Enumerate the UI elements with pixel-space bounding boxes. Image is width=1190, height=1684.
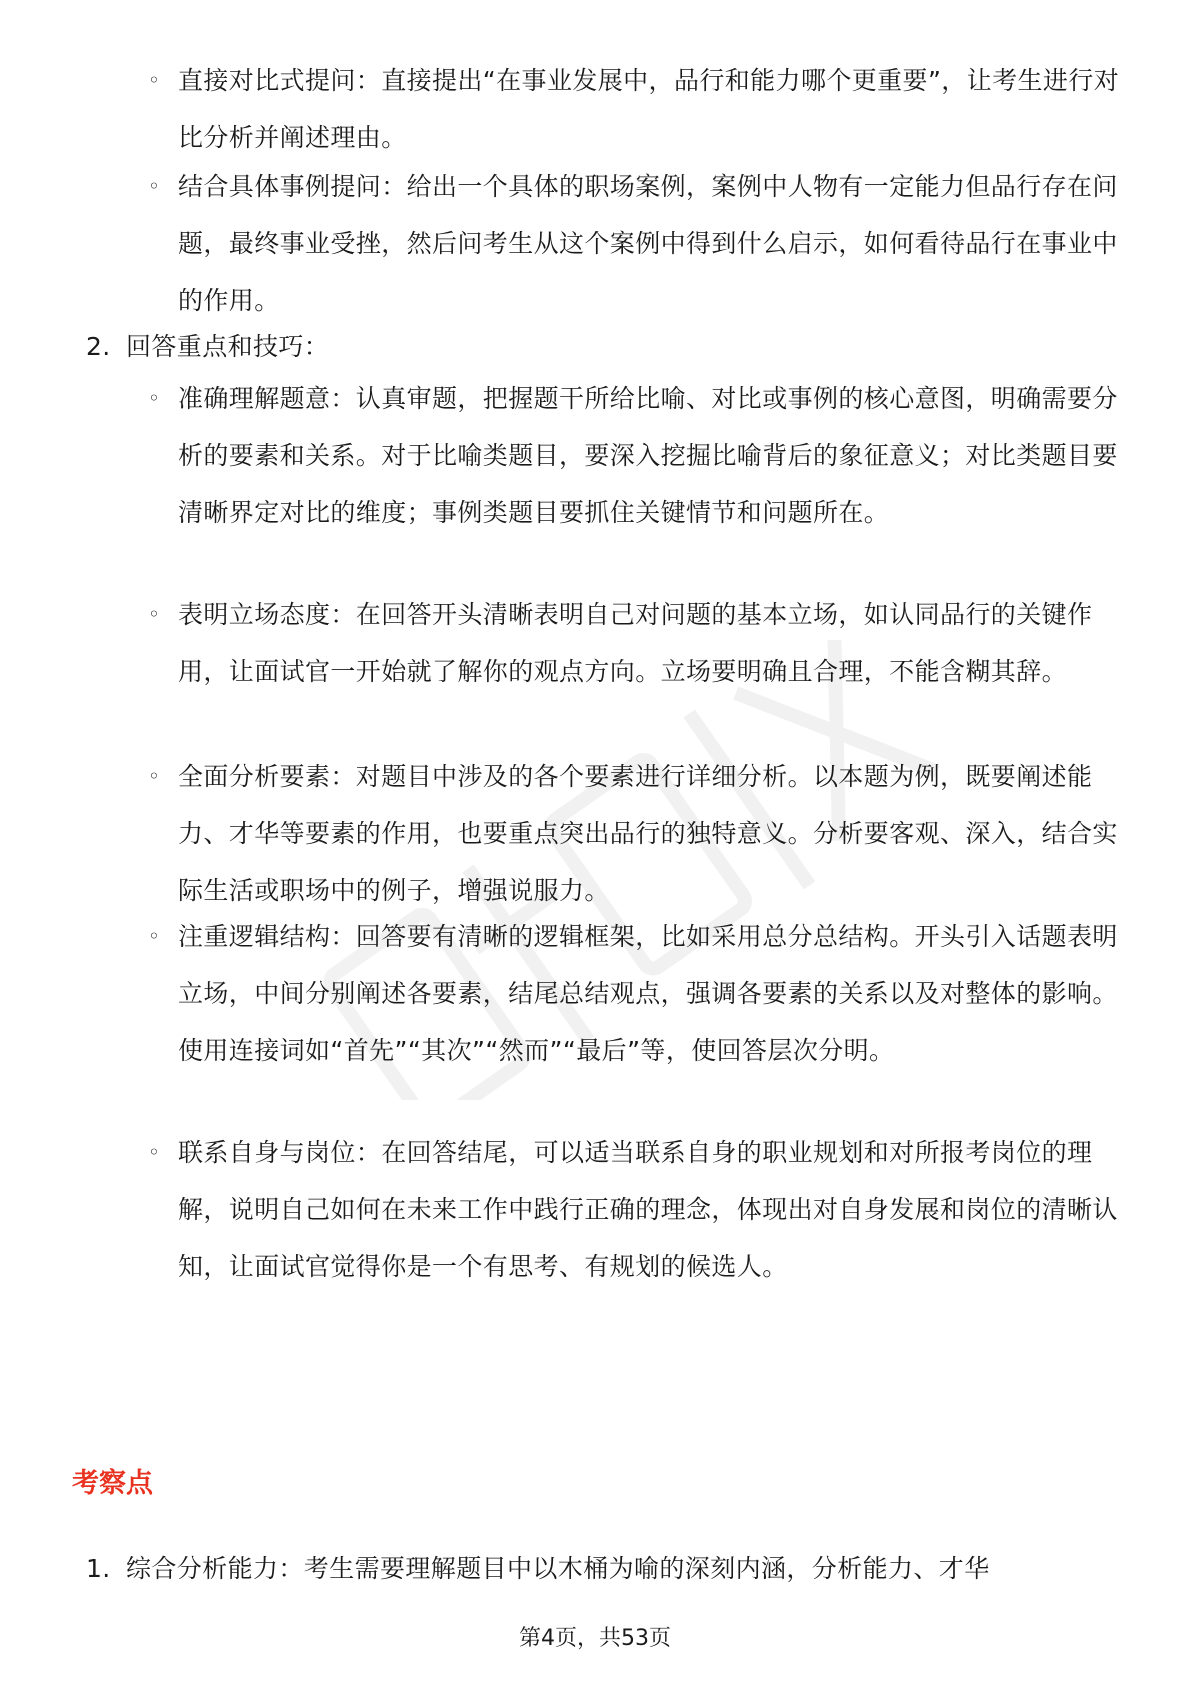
bullet-icon: ◦ xyxy=(148,68,161,92)
page-footer: 第4页，共53页 xyxy=(519,1626,671,1651)
list-item-text: 直接对比式提问：直接提出“在事业发展中，品行和能力哪个更重要”，让考生进行对比分析并阐述理由。 xyxy=(178,66,1120,152)
bullet-icon: ◦ xyxy=(148,1140,161,1164)
list-item-text: 全面分析要素：对题目中涉及的各个要素进行详细分析。以本题为例，既要阐述能力、才华等要素的作用，也要重点突出品行的独特意义。分析要客观、深入，结合实际生活或职场中的例子，增强说服力。 xyxy=(178,762,1118,905)
list-item-text: 联系自身与岗位：在回答结尾，可以适当联系自身的职业规划和对所报考岗位的理解，说明自己如何在未来工作中践行正确的理念，体现出对自身发展和岗位的清晰认知，让面试官觉得你是一个有思考、有规划的候选人。 xyxy=(178,1138,1118,1281)
bullet-icon: ◦ xyxy=(148,386,161,410)
bullet-icon: ◦ xyxy=(148,764,161,788)
bullet-icon: ◦ xyxy=(148,174,161,198)
section-heading: 考察点 xyxy=(72,1468,153,1499)
list-item-text: 表明立场态度：在回答开头清晰表明自己对问题的基本立场，如认同品行的关键作用，让面试官一开始就了解你的观点方向。立场要明确且合理，不能含糊其辞。 xyxy=(178,600,1093,686)
list-item xyxy=(148,908,1128,1079)
list-item-text: 注重逻辑结构：回答要有清晰的逻辑框架，比如采用总分总结构。开头引入话题表明立场，中间分别阐述各要素，结尾总结观点，强调各要素的关系以及对整体的影响。使用连接词如“首先”“其次”“然而”“最后”等，使回答层次分明。 xyxy=(178,922,1118,1065)
list-item xyxy=(148,748,1128,919)
list-item-text: 结合具体事例提问：给出一个具体的职场案例，案例中人物有一定能力但品行存在问题，最终事业受挫，然后问考生从这个案例中得到什么启示，如何看待品行在事业中的作用。 xyxy=(178,172,1118,315)
list-item xyxy=(148,158,1128,329)
list-number: 2. xyxy=(86,332,111,361)
numbered-item-text: 综合分析能力：考生需要理解题目中以木桶为喻的深刻内涵，分析能力、才华 xyxy=(126,1554,990,1583)
numbered-heading-text: 回答重点和技巧： xyxy=(126,332,330,361)
numbered-item xyxy=(86,1540,1126,1597)
list-item xyxy=(148,586,1128,700)
list-item-text: 准确理解题意：认真审题，把握题干所给比喻、对比或事例的核心意图，明确需要分析的要素和关系。对于比喻类题目，要深入挖掘比喻背后的象征意义；对比类题目要清晰界定对比的维度；事例类题目要抓住关键情节和问题所在。 xyxy=(178,384,1118,527)
bullet-icon: ◦ xyxy=(148,924,161,948)
list-item xyxy=(148,370,1128,541)
list-number: 1. xyxy=(86,1554,111,1583)
list-item xyxy=(148,1124,1128,1295)
numbered-heading xyxy=(86,318,1126,375)
bullet-icon: ◦ xyxy=(148,602,161,626)
list-item xyxy=(148,52,1128,166)
